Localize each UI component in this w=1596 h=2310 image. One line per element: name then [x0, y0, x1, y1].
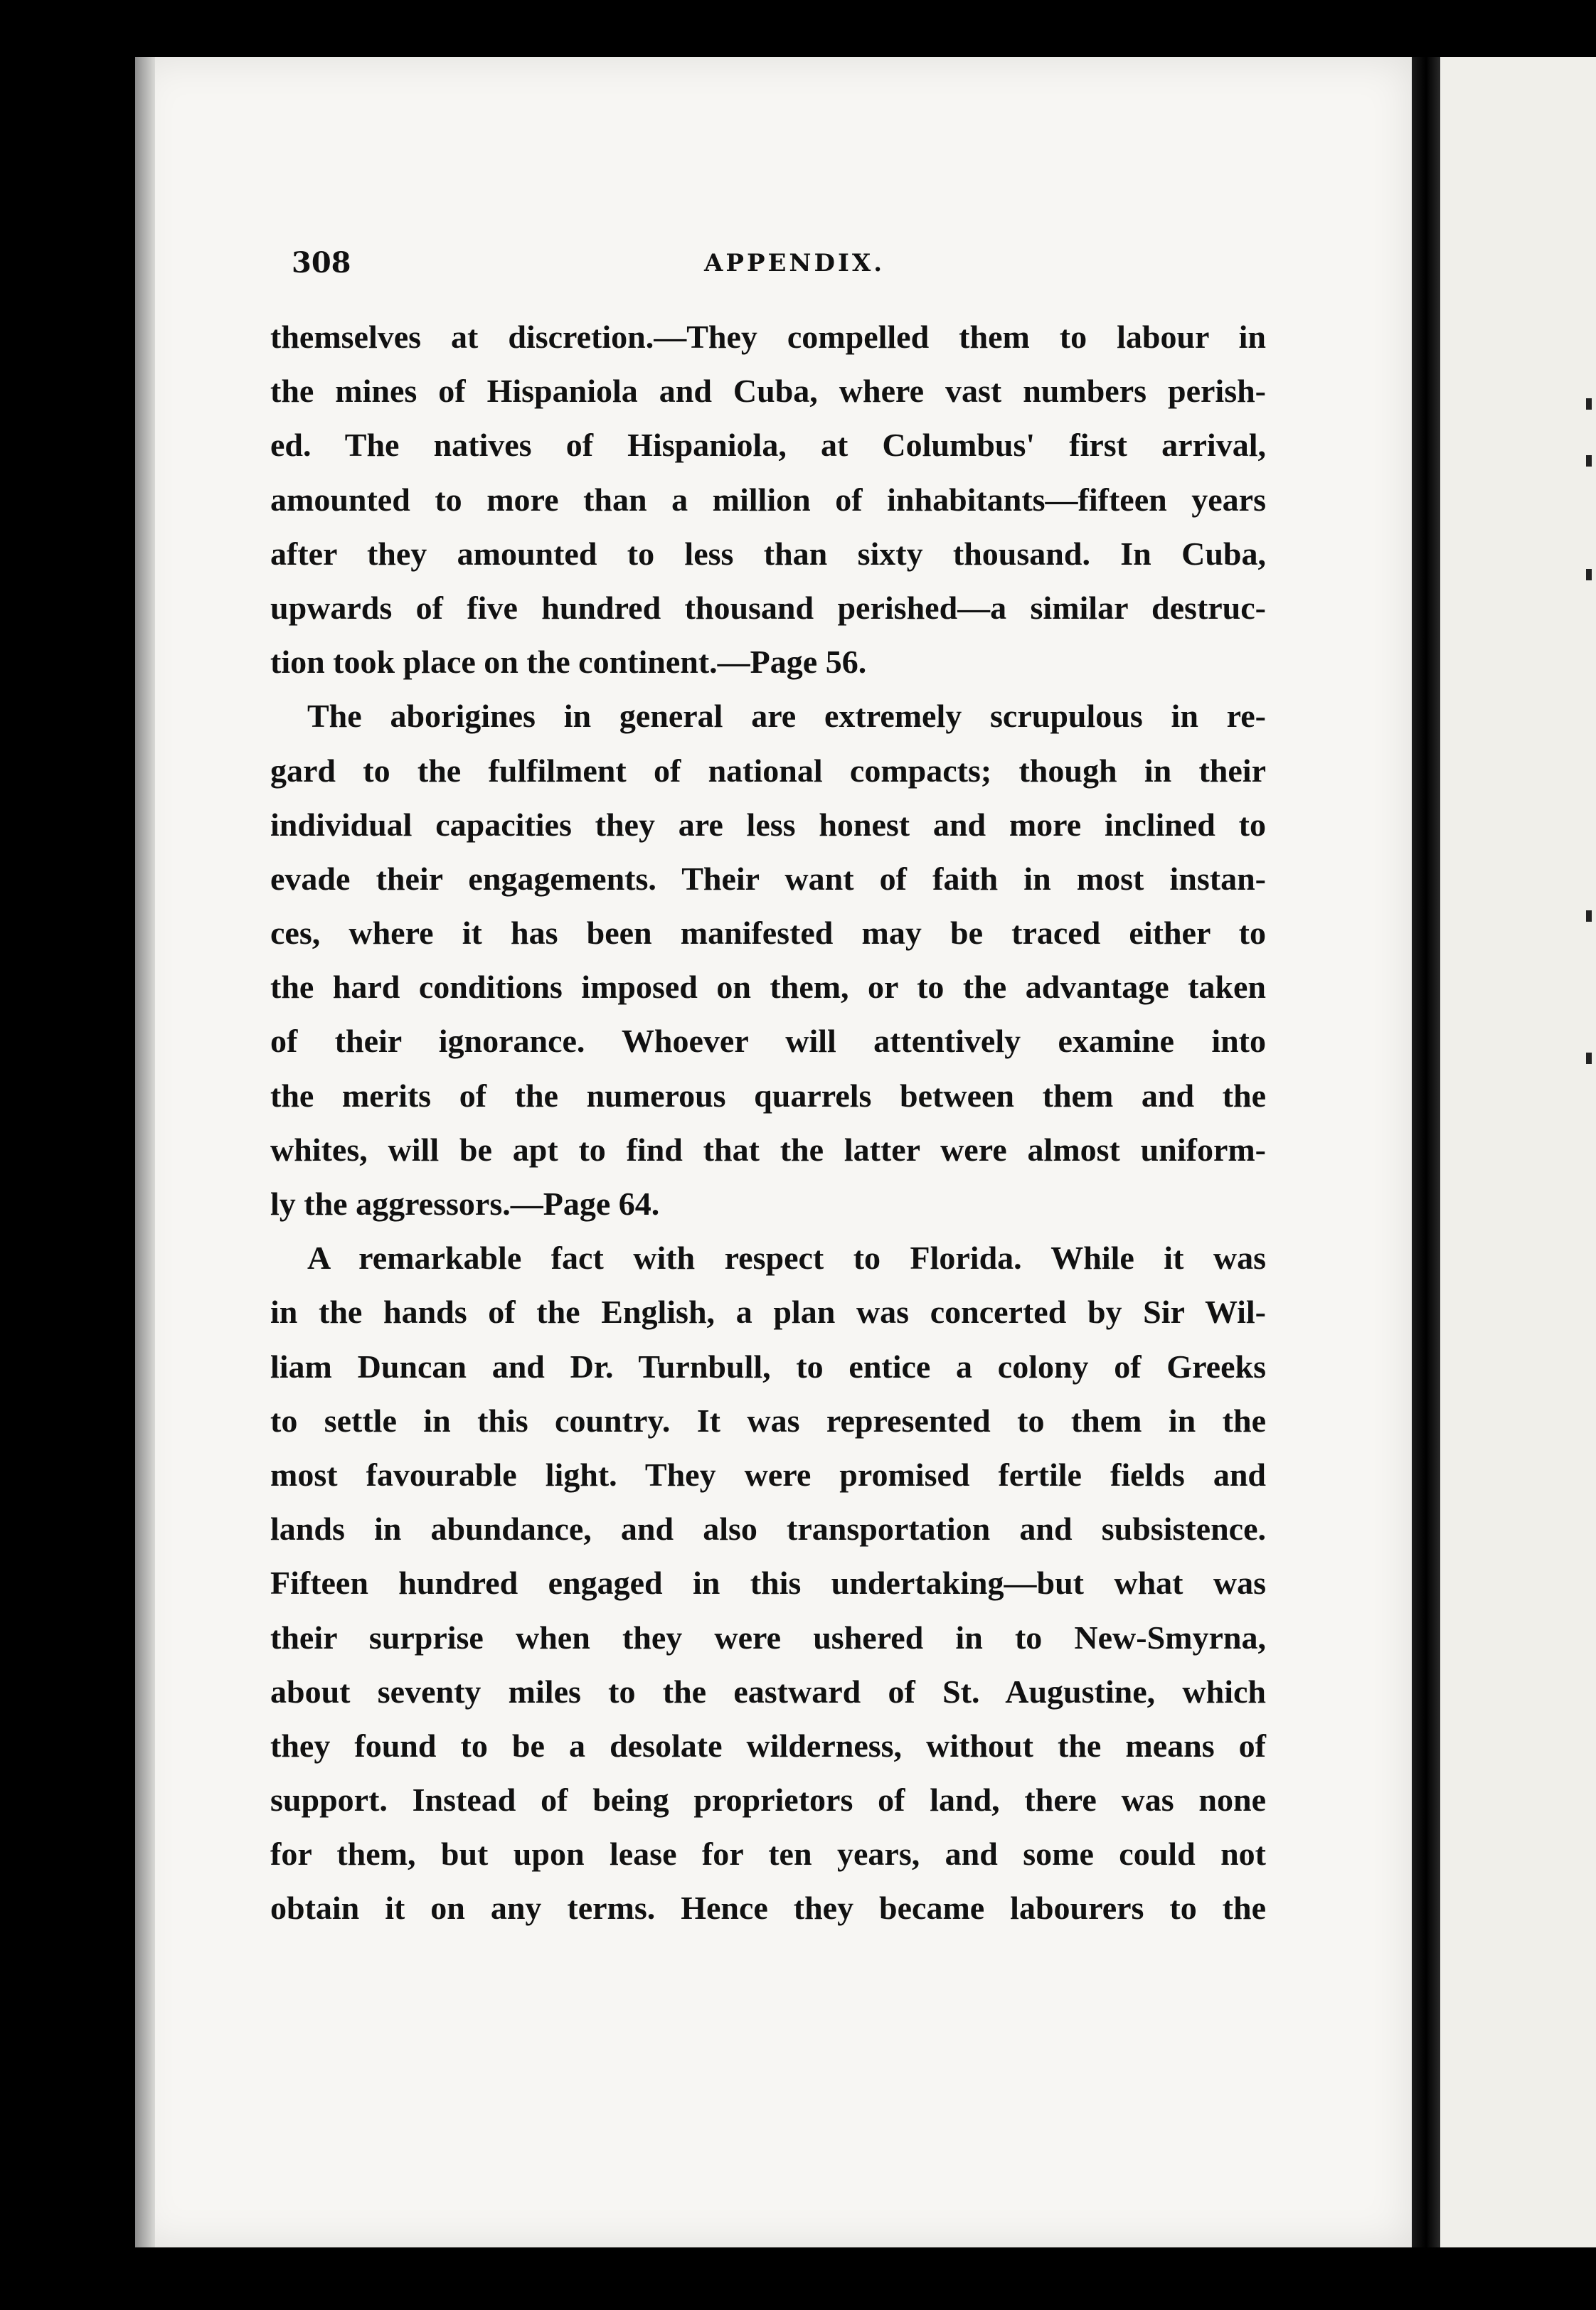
text-line: Fifteen hundred engaged in this undertaking—but what was [270, 1565, 1266, 1602]
text-line: in the hands of the English, a plan was concerted by Sir Wil- [270, 1294, 1266, 1331]
text-line: themselves at discretion.—They compelled them to labour in [270, 319, 1266, 355]
facing-page-glyph [1586, 1053, 1592, 1064]
text-line: The aborigines in general are extremely scrupulous in re- [307, 698, 1266, 735]
text-line: ces, where it has been manifested may be traced either to [270, 915, 1266, 952]
text-line: most favourable light. They were promised fertile fields and [270, 1456, 1266, 1493]
book-gutter [1412, 57, 1440, 2247]
text-line: the mines of Hispaniola and Cuba, where vast numbers perish- [270, 373, 1266, 410]
text-line: after they amounted to less than sixty thousand. In Cuba, [270, 535, 1266, 572]
text-line: whites, will be apt to find that the latter were almost uniform- [270, 1131, 1266, 1168]
text-line: the merits of the numerous quarrels between them and the [270, 1077, 1266, 1114]
text-line: they found to be a desolate wilderness, without the means of [270, 1727, 1266, 1764]
facing-page-glyph [1586, 455, 1592, 467]
text-line: evade their engagements. Their want of faith in most instan- [270, 860, 1266, 897]
text-line: amounted to more than a million of inhabitants—fifteen years [270, 481, 1266, 518]
text-line: upwards of five hundred thousand perished—a similar destruc- [270, 589, 1266, 626]
text-line: the hard conditions imposed on them, or to the advantage taken [270, 969, 1266, 1006]
text-line: about seventy miles to the eastward of St. Augustine, which [270, 1673, 1266, 1710]
page-header [292, 246, 1266, 289]
text-line: support. Instead of being proprietors of land, there was none [270, 1782, 1266, 1819]
running-head: APPENDIX. [704, 249, 885, 277]
text-line: ly the aggressors.—Page 64. [270, 1186, 660, 1222]
facing-page-glyph [1586, 398, 1592, 410]
text-line: obtain it on any terms. Hence they became labourers to the [270, 1890, 1266, 1927]
text-line: their surprise when they were ushered in to New-Smyrna, [270, 1619, 1266, 1656]
text-line: A remarkable fact with respect to Florida. While it was [307, 1240, 1266, 1277]
text-line: tion took place on the continent.—Page 56. [270, 644, 867, 681]
facing-page-glyph [1586, 569, 1592, 580]
text-line: of their ignorance. Whoever will attentively examine into [270, 1023, 1266, 1060]
body-text [270, 310, 1266, 1936]
facing-page-glyph [1586, 910, 1592, 922]
text-line: ed. The natives of Hispaniola, at Columbus' first arrival, [270, 427, 1266, 464]
page-number: 308 [292, 246, 351, 280]
page-edge-shadow [135, 57, 155, 2247]
text-line: individual capacities they are less honest and more inclined to [270, 806, 1266, 843]
text-line: gard to the fulfilment of national compacts; though in their [270, 752, 1266, 789]
text-line: liam Duncan and Dr. Turnbull, to entice a colony of Greeks [270, 1348, 1266, 1385]
text-line: to settle in this country. It was represented to them in the [270, 1402, 1266, 1439]
text-line: lands in abundance, and also transportation and subsistence. [270, 1511, 1266, 1548]
text-line: for them, but upon lease for ten years, and some could not [270, 1836, 1266, 1873]
facing-page-edge [1440, 57, 1596, 2247]
